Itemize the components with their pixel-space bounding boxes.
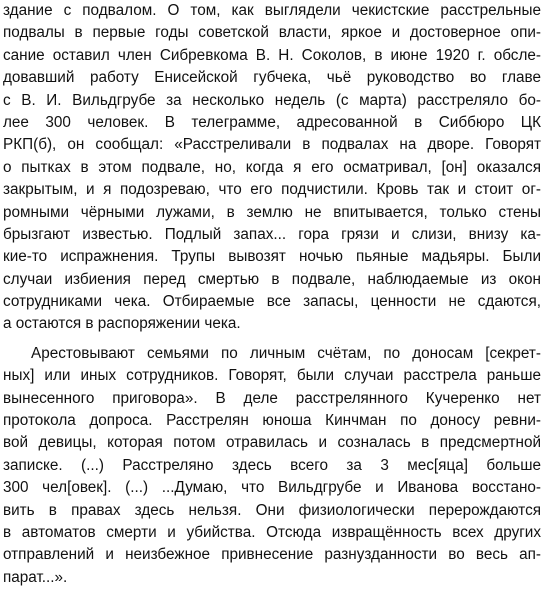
paragraph-1 — [3, 0, 541, 336]
text-line: брызгают известью. Подлый запах... гора грязи и слизи, внизу ка- — [3, 225, 541, 243]
text-line: здание с подвалом. О том, как выглядели чекистские расстрельные — [3, 2, 541, 19]
text-line: в автоматов смерти и убийства. Отсюда извращённость всех других — [3, 523, 541, 541]
text-line: ромными чёрными лужами, в землю не впитывается, только стены — [3, 203, 541, 221]
text-line: 300 чел[овек]. (...) ...Думаю, что Вильдгрубе и Иванова восстано- — [3, 479, 541, 497]
paragraph-2 — [3, 343, 541, 589]
text-line: сание оставил член Сибревкома В. Н. Соколов, в июне 1920 г. обсле- — [3, 46, 541, 64]
text-line: закрытым, и я подозреваю, что его подчистили. Кровь так и стоит ог- — [3, 181, 541, 199]
text-line: записке. (...) Расстреляно здесь всего за 3 мес[яца] больше — [3, 456, 541, 474]
text-line: протокола допроса. Расстрелян юноша Кинчман по доносу ревни- — [3, 412, 541, 430]
text-line: парат...». — [3, 568, 68, 586]
document-page — [3, 0, 541, 589]
text-line: вить в правах здесь нельзя. Они физиологически перерождаются — [3, 501, 541, 519]
text-line: довавший работу Енисейской губчека, чьё руководство во главе — [3, 69, 541, 87]
text-line: РКП(б), он сообщал: «Расстреливали в подвалах на дворе. Говорят — [3, 136, 541, 154]
text-line: отправлений и неизбежное привнесение разнузданности во весь ап- — [3, 546, 541, 564]
text-line: сотрудниками чека. Отбираемые все запасы, ценности не сдаются, — [3, 293, 541, 311]
text-line: а остаются в распоряжении чека. — [3, 315, 241, 333]
text-line: подвалы в первые годы советской власти, яркое и достоверное опи- — [3, 24, 541, 42]
text-line: случаи избиения перед смертью в подвале, наблюдаемые из окон — [3, 270, 541, 288]
paragraph-gap — [3, 336, 541, 343]
text-line: Арестовывают семьями по личным счётам, по доносам [секрет- — [31, 344, 541, 362]
text-line: лее 300 человек. В телеграмме, адресованной в Сиббюро ЦК — [3, 113, 541, 131]
text-line: вой девицы, которая потом отравилась и созналась в предсмертной — [3, 434, 541, 452]
text-line: кие-то испражнения. Трупы вывозят ночью пьяные мадьяры. Были — [3, 248, 541, 266]
text-line: о пытках в этом подвале, но, когда я его осматривал, [он] оказался — [3, 158, 541, 176]
text-line: вынесенного приговора». В деле расстрелянного Кучеренко нет — [3, 389, 541, 407]
text-line: ных] или иных сотрудников. Говорят, были случаи расстрела раньше — [3, 367, 541, 385]
text-line: с В. И. Вильдгрубе за несколько недель (с марта) расстреляло бо- — [3, 91, 541, 109]
